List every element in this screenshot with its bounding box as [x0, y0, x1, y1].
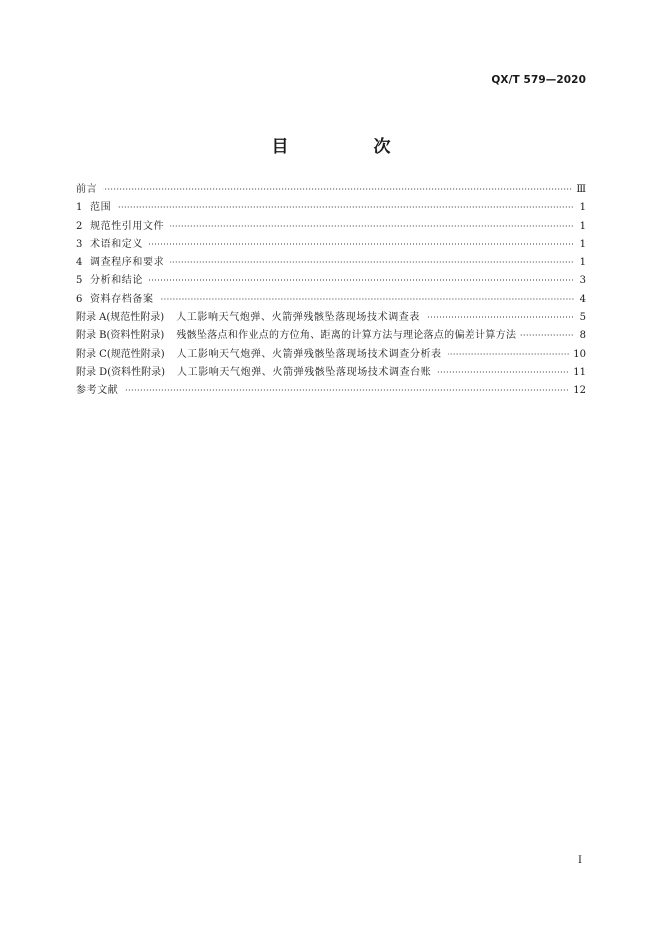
toc-entry-page: 1	[579, 238, 586, 250]
toc-entry-label: 人工影响天气炮弹、火箭弹残骸坠落现场技术调查表	[176, 312, 421, 324]
toc-entry-page: 11	[573, 366, 586, 378]
toc-entry-page: 12	[573, 385, 586, 397]
toc-entry-appendix-d[interactable]	[76, 364, 586, 382]
toc-entry-number: 4	[76, 257, 83, 269]
toc-entry-label: 规范性引用文件	[90, 220, 165, 232]
page-title: 目 次	[271, 137, 425, 157]
toc-entry-label: 资料存档备案	[90, 293, 154, 305]
toc-entry-label: 分析和结论	[90, 275, 143, 287]
toc-entry-number: 5	[76, 275, 83, 287]
toc-entry-number: 6	[76, 293, 83, 305]
page-number: Ⅰ	[578, 855, 582, 866]
toc-entry-number: 2	[76, 220, 83, 232]
toc-dot-leader	[170, 261, 574, 263]
toc-entry-procedures[interactable]	[76, 254, 586, 272]
toc-dot-leader	[160, 298, 574, 300]
toc-entry-appendix-c[interactable]	[76, 346, 586, 364]
toc-entry-page: 10	[573, 348, 586, 360]
toc-entry-page: 5	[579, 312, 586, 324]
toc-entry-appendix-a[interactable]	[76, 309, 586, 327]
toc-entry-page: 1	[579, 220, 586, 232]
toc-entry-page: Ⅲ	[576, 184, 586, 195]
toc-entry-page: 1	[579, 257, 586, 269]
toc-dot-leader	[124, 389, 569, 391]
table-of-contents	[76, 181, 586, 401]
toc-entry-analysis[interactable]	[76, 272, 586, 290]
toc-dot-leader	[170, 225, 574, 227]
toc-entry-label: 人工影响天气炮弹、火箭弹残骸坠落现场技术调查分析表	[176, 348, 442, 360]
toc-entry-scope[interactable]	[76, 199, 586, 217]
standard-code: QX/T 579—2020	[491, 74, 586, 86]
toc-entry-prefix: 附录 B(资料性附录)	[76, 330, 165, 342]
toc-dot-leader	[426, 316, 574, 318]
toc-entry-label: 残骸坠落点和作业点的方位角、距离的计算方法与理论落点的偏差计算方法	[176, 330, 517, 342]
toc-entry-label: 范围	[90, 202, 112, 214]
toc-entry-label: 术语和定义	[90, 238, 143, 250]
toc-entry-prefix: 附录 D(资料性附录)	[76, 366, 165, 378]
toc-dot-leader	[103, 188, 572, 190]
toc-entry-normative-references[interactable]	[76, 218, 586, 236]
toc-entry-prefix: 附录 C(规范性附录)	[76, 348, 165, 360]
toc-entry-appendix-b[interactable]	[76, 327, 586, 345]
toc-entry-archiving[interactable]	[76, 291, 586, 309]
toc-dot-leader	[149, 279, 574, 281]
toc-entry-label: 前言	[76, 184, 98, 195]
toc-dot-leader	[520, 334, 574, 336]
toc-entry-number: 1	[76, 202, 83, 214]
toc-entry-number: 3	[76, 238, 83, 250]
toc-entry-label: 人工影响天气炮弹、火箭弹残骸坠落现场技术调查台账	[177, 366, 432, 378]
toc-dot-leader	[117, 206, 574, 208]
toc-dot-leader	[437, 371, 569, 373]
toc-dot-leader	[448, 353, 570, 355]
toc-entry-label: 参考文献	[76, 385, 119, 397]
toc-entry-foreword[interactable]	[76, 181, 586, 199]
toc-entry-label: 调查程序和要求	[90, 257, 165, 269]
toc-entry-terms[interactable]	[76, 236, 586, 254]
toc-dot-leader	[149, 243, 574, 245]
toc-entry-page: 1	[579, 202, 586, 214]
toc-entry-bibliography[interactable]	[76, 382, 586, 400]
toc-entry-prefix: 附录 A(规范性附录)	[76, 312, 165, 324]
toc-entry-page: 4	[579, 293, 586, 305]
toc-entry-page: 8	[579, 330, 586, 342]
toc-entry-page: 3	[579, 275, 586, 287]
